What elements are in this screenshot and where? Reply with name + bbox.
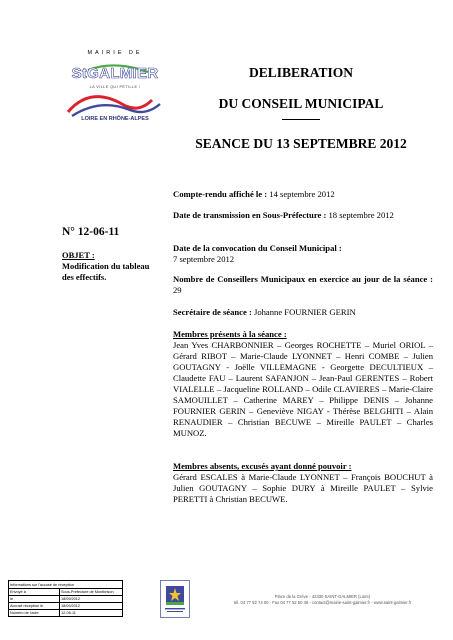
logo-tagline: LA VILLE QUI PÉTILLE !: [89, 85, 141, 89]
table-row: [9, 610, 123, 617]
logo-region: LOIRE EN RHÔNE-ALPES: [81, 116, 149, 122]
receipt-row-label: Accusé réception le: [9, 603, 60, 610]
secretaire-line: [173, 307, 433, 318]
secretaire-value: Johanne FOURNIER GERIN: [251, 307, 356, 317]
object-text: Modification du tableau des effectifs.: [62, 261, 150, 282]
receipt-row-value: 18/09/2012: [60, 596, 123, 603]
convocation-value: 7 septembre 2012: [173, 254, 235, 264]
deliberation-number: N° 12-06-11: [62, 226, 120, 238]
footer-contact: tél. 04 77 52 74 00 - Fax 04 77 52 50 46 - contact@mairie-saint-galmier.fr - www.saint-galmier.fr: [233, 600, 412, 605]
compte-rendu-value: 14 septembre 2012: [267, 189, 335, 199]
receipt-row-label: le: [9, 596, 60, 603]
presents-label: Membres présents à la séance :: [173, 329, 287, 339]
convocation-label: Date de la convocation du Conseil Municipal :: [173, 243, 342, 253]
footer-logo-graphic: [161, 581, 189, 617]
transmission-value: 18 septembre 2012: [326, 210, 394, 220]
footer-address-block: [195, 594, 450, 606]
receipt-row-label: Envoyé à: [9, 589, 60, 596]
receipt-info-table: [8, 580, 123, 617]
object-label: OBJET :: [62, 250, 95, 260]
absents-list: Gérard ESCALES à Marie-Claude LYONNET – François BOUCHUT à Julien GOUTAGNY – Sophie DURY à Mireille PAULET – Sylvie PERETTI à Christian BECUWE.: [173, 472, 433, 504]
receipt-table-header: Informations sur l'accusé de réception: [9, 581, 123, 589]
footer-logo: [160, 580, 190, 618]
object-block: [62, 250, 152, 283]
absents-label: Membres absents, excusés ayant donné pouvoir :: [173, 461, 352, 471]
nombre-value: 29: [173, 285, 182, 295]
receipt-row-value: 12-06-11: [60, 610, 123, 617]
presents-list: Jean Yves CHARBONNIER – Georges ROCHETTE – Muriel ORIOL – Gérard RIBOT – Marie-Claude LYONNET – Henri COMBE – Julien GOUTAGNY - Joëlle VILLEMAGNE - Georgette DECULTIEUX – Claudette FAU – Laurent SAFANJON – Jean-Paul GERENTES – Robert VIALELLE – Jacqueline ROLLAND – Odile CLAVIERES – Marie-Claire SAMOUILLET – Catherine MAREY – Philippe DENIS – Johanne FOURNIER GERIN – Geneviève NIGAY - Thérèse BELGHITI – Alain RENAUDIER – Christian BECUWE – Mireille PAULET – Charles MUNOZ.: [173, 340, 433, 438]
compte-rendu-line: [173, 189, 433, 200]
receipt-row-value: 18/09/2012: [60, 603, 123, 610]
title-conseil-municipal: DU CONSEIL MUNICIPAL: [218, 96, 384, 111]
transmission-line: [173, 210, 433, 221]
logo-city-name: StGALMIER: [71, 65, 159, 82]
nombre-label: Nombre de Conseillers Municipaux en exercice au jour de la séance :: [173, 274, 433, 284]
secretaire-label: Secrétaire de séance :: [173, 307, 252, 317]
presents-block: [173, 329, 433, 439]
receipt-table-header-row: [9, 581, 123, 589]
title-seance-date: SEANCE DU 13 SEPTEMBRE 2012: [195, 136, 407, 151]
logo-mairie-text: MAIRIE DE: [87, 50, 143, 56]
receipt-row-value: Sous-Préfecture de Montbrison: [60, 589, 123, 596]
city-logo: [60, 50, 170, 128]
title-deliberation: DELIBERATION: [248, 65, 354, 80]
table-row: [9, 603, 123, 610]
nombre-line: [173, 274, 433, 296]
table-row: [9, 596, 123, 603]
table-row: [9, 589, 123, 596]
compte-rendu-label: Compte-rendu affiché le :: [173, 189, 268, 199]
receipt-row-label: Numéro de l'acte: [9, 610, 60, 617]
footer-address: Place de la Grève - 42330 SAINT-GALMIER (Loire): [274, 594, 371, 599]
absents-block: [173, 461, 433, 505]
title-divider: [282, 119, 320, 120]
transmission-label: Date de transmission en Sous-Préfecture :: [173, 210, 327, 220]
convocation-block: [173, 243, 433, 265]
